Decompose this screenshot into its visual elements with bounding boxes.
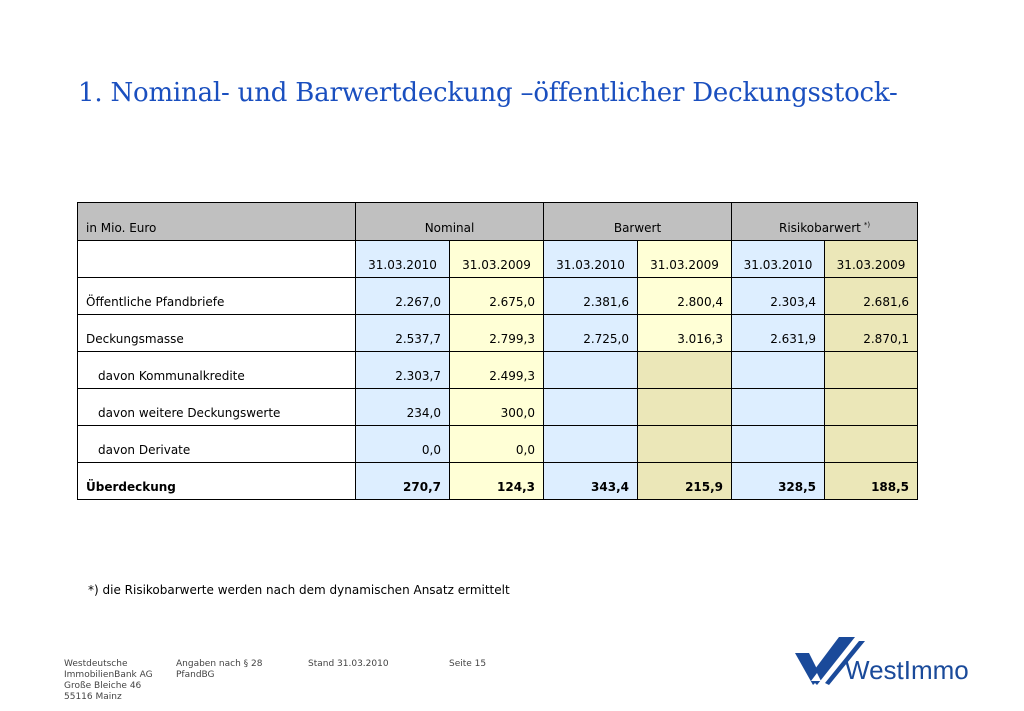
footer-bank-address <box>64 659 153 703</box>
table-cell <box>732 389 825 426</box>
table-cell: 328,5 <box>732 463 825 500</box>
table-row <box>78 352 918 389</box>
table-cell: 2.800,4 <box>638 278 732 315</box>
table-cell: 2.799,3 <box>450 315 544 352</box>
table-cell: 2.681,6 <box>825 278 918 315</box>
footer-line: ImmobilienBank AG <box>64 670 153 680</box>
table-cell: 2.537,7 <box>356 315 450 352</box>
row-label: Überdeckung <box>78 463 356 500</box>
footer-line: PfandBG <box>176 670 215 680</box>
table-row <box>78 426 918 463</box>
table-row <box>78 278 918 315</box>
table-cell: 2.499,3 <box>450 352 544 389</box>
table-cell: 234,0 <box>356 389 450 426</box>
table-cell: 2.303,7 <box>356 352 450 389</box>
table-cell: 343,4 <box>544 463 638 500</box>
row-label: davon Derivate <box>78 426 356 463</box>
date-header: 31.03.2010 <box>732 241 825 278</box>
table-cell: 188,5 <box>825 463 918 500</box>
date-header: 31.03.2010 <box>356 241 450 278</box>
table-cell: 215,9 <box>638 463 732 500</box>
date-header: 31.03.2009 <box>450 241 544 278</box>
footer-line: Westdeutsche <box>64 659 128 669</box>
table-cell <box>732 426 825 463</box>
row-label: Deckungsmasse <box>78 315 356 352</box>
footer-line: Große Bleiche 46 <box>64 681 142 691</box>
footer-line: 55116 Mainz <box>64 692 122 702</box>
table-row-total <box>78 463 918 500</box>
table-cell: 2.725,0 <box>544 315 638 352</box>
row-label: davon Kommunalkredite <box>78 352 356 389</box>
table-cell: 2.631,9 <box>732 315 825 352</box>
table-header-row <box>78 203 918 241</box>
group-header-risikobarwert: Risikobarwert *) <box>732 203 918 241</box>
date-header: 31.03.2009 <box>638 241 732 278</box>
table-cell <box>544 352 638 389</box>
table-cell <box>825 352 918 389</box>
table-row <box>78 389 918 426</box>
table-cell <box>638 389 732 426</box>
table-cell: 124,3 <box>450 463 544 500</box>
table-row <box>78 315 918 352</box>
table-cell <box>825 389 918 426</box>
table-cell: 2.267,0 <box>356 278 450 315</box>
table-cell: 300,0 <box>450 389 544 426</box>
table-cell <box>544 389 638 426</box>
table-cell: 2.303,4 <box>732 278 825 315</box>
footer-line: Angaben nach § 28 <box>176 659 263 669</box>
table-cell <box>825 426 918 463</box>
group-header-nominal: Nominal <box>356 203 544 241</box>
unit-label: in Mio. Euro <box>78 203 356 241</box>
date-header: 31.03.2009 <box>825 241 918 278</box>
table-cell: 3.016,3 <box>638 315 732 352</box>
footer-source <box>176 659 262 681</box>
table-cell <box>638 426 732 463</box>
footnote: *) die Risikobarwerte werden nach dem dynamischen Ansatz ermittelt <box>88 583 510 597</box>
footer-status: Stand 31.03.2010 <box>308 659 389 669</box>
table-cell <box>732 352 825 389</box>
table-cell: 270,7 <box>356 463 450 500</box>
coverage-table <box>77 202 918 500</box>
logo-text: WestImmo <box>845 655 969 685</box>
footer-page-number: Seite 15 <box>449 659 487 669</box>
table-cell: 2.381,6 <box>544 278 638 315</box>
date-header-row <box>78 241 918 278</box>
group-header-barwert: Barwert <box>544 203 732 241</box>
empty-cell <box>78 241 356 278</box>
page-title: 1. Nominal- und Barwertdeckung –öffentlicher Deckungsstock- <box>78 78 898 108</box>
table-cell <box>544 426 638 463</box>
table-cell: 0,0 <box>356 426 450 463</box>
table-cell: 0,0 <box>450 426 544 463</box>
row-label: Öffentliche Pfandbriefe <box>78 278 356 315</box>
date-header: 31.03.2010 <box>544 241 638 278</box>
logo-mark-icon <box>795 637 975 687</box>
table-cell: 2.675,0 <box>450 278 544 315</box>
risk-marker: *) <box>863 221 871 229</box>
westimmo-logo <box>795 637 975 687</box>
table-cell <box>638 352 732 389</box>
table-cell: 2.870,1 <box>825 315 918 352</box>
row-label: davon weitere Deckungswerte <box>78 389 356 426</box>
